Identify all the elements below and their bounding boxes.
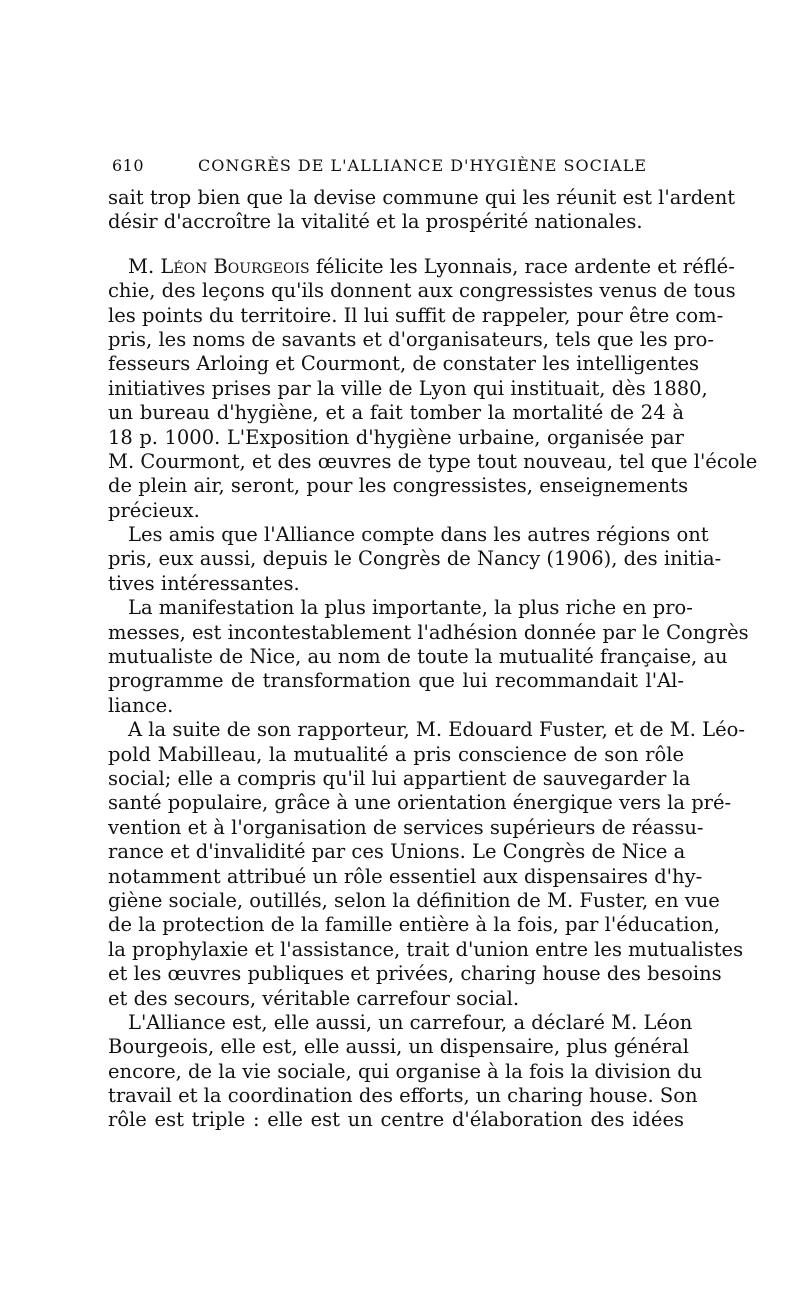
text-line: pris, eux aussi, depuis le Congrès de Nancy (1906), des initia- xyxy=(108,547,722,571)
text-line: A la suite de son rapporteur, M. Edouard Fuster, et de M. Léo- xyxy=(128,718,745,742)
text-line: précieux. xyxy=(108,498,200,522)
text-line: initiatives prises par la ville de Lyon qui instituait, dès 1880, xyxy=(108,376,708,400)
text-line: mutualiste de Nice, au nom de toute la mutualité française, au xyxy=(108,645,728,669)
text-line: M. Courmont, et des œuvres de type tout nouveau, tel que l'école xyxy=(108,449,758,473)
text-line xyxy=(108,254,735,279)
text-line: rance et d'invalidité par ces Unions. Le Congrès de Nice a xyxy=(108,840,686,864)
paragraph xyxy=(108,718,745,1011)
text-line: et les œuvres publiques et privées, charing house des besoins xyxy=(108,962,722,986)
text-line: pold Mabilleau, la mutualité a pris conscience de son rôle xyxy=(108,742,684,766)
text-line: santé populaire, grâce à une orientation énergique vers la pré- xyxy=(108,791,732,815)
text-line: giène sociale, outillés, selon la définition de M. Fuster, en vue xyxy=(108,888,720,912)
paragraph xyxy=(108,523,722,596)
paragraph-spacer xyxy=(108,235,684,255)
text-line: encore, de la vie sociale, qui organise à la fois la division du xyxy=(108,1059,703,1083)
text-line: un bureau d'hygiène, et a fait tomber la mortalité de 24 à xyxy=(108,401,684,425)
paragraph xyxy=(108,254,758,523)
text-line: vention et à l'organisation de services supérieurs de réassu- xyxy=(108,815,704,839)
text-line: rôle est triple : elle est un centre d'élaboration des idées xyxy=(108,1108,684,1132)
text-line: notamment attribué un rôle essentiel aux dispensaires d'hy- xyxy=(108,864,703,888)
text-line: chie, des leçons qu'ils donnent aux congressistes venus de tous xyxy=(108,279,736,303)
text-line: de la protection de la famille entière à la fois, par l'éducation, xyxy=(108,913,720,937)
running-head-title: CONGRÈS DE L'ALLIANCE D'HYGIÈNE SOCIALE xyxy=(198,156,648,175)
text-line: programme de transformation que lui recommandait l'Al- xyxy=(108,669,684,693)
text-line: sait trop bien que la devise commune qui les réunit est l'ardent xyxy=(108,186,736,209)
paragraph xyxy=(108,186,736,235)
lead-rest: félicite les Lyonnais, race ardente et réflé- xyxy=(309,254,735,278)
text-line: La manifestation la plus importante, la plus riche en pro- xyxy=(128,596,693,620)
running-head xyxy=(112,150,682,180)
text-line: Les amis que l'Alliance compte dans les autres régions ont xyxy=(128,523,709,547)
body-text xyxy=(108,186,758,1133)
text-line: messes, est incontestablement l'adhésion donnée par le Congrès xyxy=(108,620,749,644)
speaker-prefix: M. xyxy=(128,254,161,278)
paragraph xyxy=(108,596,749,718)
text-line: liance. xyxy=(108,693,174,717)
text-line: social; elle a compris qu'il lui appartient de sauvegarder la xyxy=(108,766,691,790)
text-line: 18 p. 1000. L'Exposition d'hygiène urbaine, organisée par xyxy=(108,425,684,449)
text-line: L'Alliance est, elle aussi, un carrefour, a déclaré M. Léon xyxy=(128,1010,693,1034)
text-line: pris, les noms de savants et d'organisateurs, tels que les pro- xyxy=(108,327,714,351)
text-line: tives intéressantes. xyxy=(108,571,300,595)
page-number: 610 xyxy=(112,156,145,175)
text-line: Bourgeois, elle est, elle aussi, un dispensaire, plus général xyxy=(108,1035,690,1059)
text-line: désir d'accroître la vitalité et la prospérité nationales. xyxy=(108,210,643,234)
text-line: les points du territoire. Il lui suffit de rappeler, pour être com- xyxy=(108,303,724,327)
text-line: fesseurs Arloing et Courmont, de constater les intelligentes xyxy=(108,352,700,376)
paragraph xyxy=(108,1010,703,1133)
text-line: de plein air, seront, pour les congressistes, enseignements xyxy=(108,474,689,498)
speaker-name: Léon Bourgeois xyxy=(160,254,310,278)
text-line: et des secours, véritable carrefour social. xyxy=(108,986,520,1010)
text-line: travail et la coordination des efforts, un charing house. Son xyxy=(108,1084,698,1108)
text-line: la prophylaxie et l'assistance, trait d'union entre les mutualistes xyxy=(108,937,744,961)
